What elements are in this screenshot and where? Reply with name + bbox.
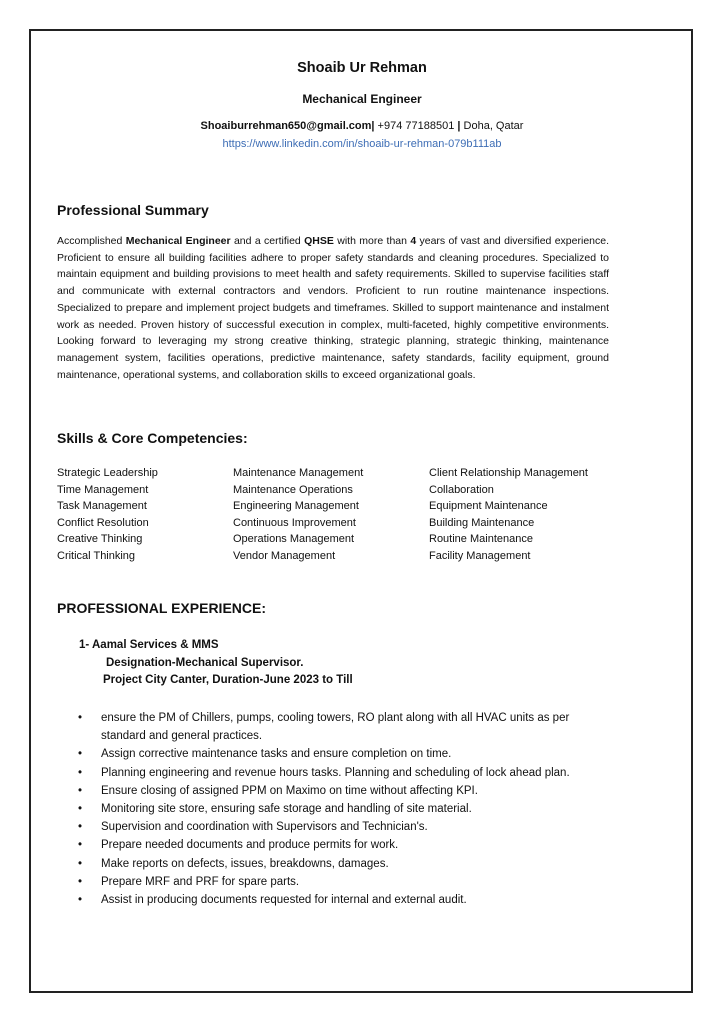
summary-text: and a certified [230,235,305,247]
responsibility-text: Assign corrective maintenance tasks and ensure completion on time. [101,748,452,761]
responsibility-item [78,800,608,818]
skill-item: Conflict Resolution [57,516,149,529]
summary-bold: QHSE [304,235,334,247]
skill-item: Engineering Management [233,500,359,513]
responsibility-item [78,709,608,745]
skill-item: Critical Thinking [57,549,136,562]
responsibility-item [78,782,608,800]
company-name: 1- Aamal Services & MMS [79,639,219,651]
responsibility-text: Prepare needed documents and produce permits for work. [101,839,399,852]
responsibility-text: Make reports on defects, issues, breakdowns, damages. [101,857,389,870]
skill-item: Routine Maintenance [429,533,533,546]
responsibility-item [78,764,608,782]
contact-line [0,120,724,132]
experience-entry [79,637,353,690]
responsibility-text: ensure the PM of Chillers, pumps, cooling towers, RO plant along with all HVAC units as per standard and general practices. [101,712,570,743]
bullet-icon: • [78,748,83,761]
bullet-icon: • [78,857,83,870]
responsibility-item [78,855,608,873]
bullet-icon: • [78,784,83,797]
skill-item: Client Relationship Management [429,467,588,479]
bullet-icon: • [78,894,83,907]
candidate-name: Shoaib Ur Rehman [297,60,427,76]
responsibility-text: Prepare MRF and PRF for spare parts. [101,875,300,888]
location: Doha, Qatar [460,120,524,132]
skills-column-1 [57,465,158,565]
skill-item: Facility Management [429,549,531,562]
skills-column-3 [429,465,588,565]
bullet-icon: • [78,712,83,724]
skill-item: Equipment Maintenance [429,500,548,513]
contact-separator: | [371,120,375,132]
bullet-icon: • [78,821,83,834]
linkedin-link[interactable]: https://www.linkedin.com/in/shoaib-ur-rehman-079b111ab [222,138,502,150]
skill-item: Continuous Improvement [233,516,356,529]
phone-number: +974 77188501 [374,120,458,132]
skill-item: Task Management [57,500,147,513]
summary-text: with more than [333,235,411,247]
responsibility-text: Ensure closing of assigned PPM on Maximo on time without affecting KPI. [101,784,478,797]
responsibility-item [78,745,608,763]
skill-item: Time Management [57,483,149,496]
bullet-icon: • [78,803,83,816]
contact-separator: | [457,120,461,132]
summary-heading: Professional Summary [57,202,209,218]
summary-text: Accomplished [57,235,126,247]
summary-bold: Mechanical Engineer [125,235,231,247]
summary-paragraph [57,233,609,383]
skills-heading: Skills & Core Competencies: [57,430,248,446]
skill-item: Vendor Management [233,549,336,562]
bullet-icon: • [78,839,83,852]
job-title: Mechanical Engineer [302,92,422,106]
skill-item: Maintenance Management [233,467,364,479]
responsibility-item [78,818,608,836]
skill-item: Maintenance Operations [233,483,353,496]
responsibility-item [78,873,608,891]
skill-item: Strategic Leadership [57,467,158,479]
summary-bold: 4 [410,235,417,247]
responsibility-text: Monitoring site store, ensuring safe storage and handling of site material. [101,803,472,816]
responsibility-text: Supervision and coordination with Supervisors and Technician's. [101,821,428,834]
summary-text: years of vast and diversified experience. Proficient to ensure all building facilities adhere to proper safety standards and cleaning procedures. Specialized to maintain equipment and building provisions to meet health and safety requirements. Skilled to supervise facilities staff and communicate with external contractors and vendors. Proficient to run routine maintenance inspections. Specialized to prepare and implement project budgets and timeframes. Skilled to support maintenance and instalment work as needed. Proven history of successful execution in complex, multi-faceted, highly competitive environments. Looking forward to leveraging my strong creative thinking, strategic planning, strategic thinking, maintenance management system, facilities operations, predictive maintenance, safety standards, facility equipment, ground maintenance, operational systems, and collaboration skills to exceed organizational goals. [57,235,610,381]
responsibility-text: Planning engineering and revenue hours tasks. Planning and scheduling of lock ahead plan. [101,766,570,779]
skill-item: Collaboration [429,483,494,496]
email-address[interactable]: Shoaiburrehman650@gmail.com [200,120,372,132]
skill-item: Operations Management [233,533,355,546]
responsibility-item [78,836,608,854]
project-duration: Project City Canter, Duration-June 2023 to Till [103,674,353,686]
skill-item: Building Maintenance [429,516,535,529]
experience-heading: PROFESSIONAL EXPERIENCE: [57,600,267,616]
bullet-icon: • [78,766,83,779]
responsibility-text: Assist in producing documents requested for internal and external audit. [101,894,467,907]
skill-item: Creative Thinking [57,533,143,546]
responsibility-list [78,709,608,909]
designation: Designation-Mechanical Supervisor. [106,656,304,669]
responsibility-item [78,891,608,909]
skills-column-2 [233,465,363,565]
bullet-icon: • [78,875,83,888]
